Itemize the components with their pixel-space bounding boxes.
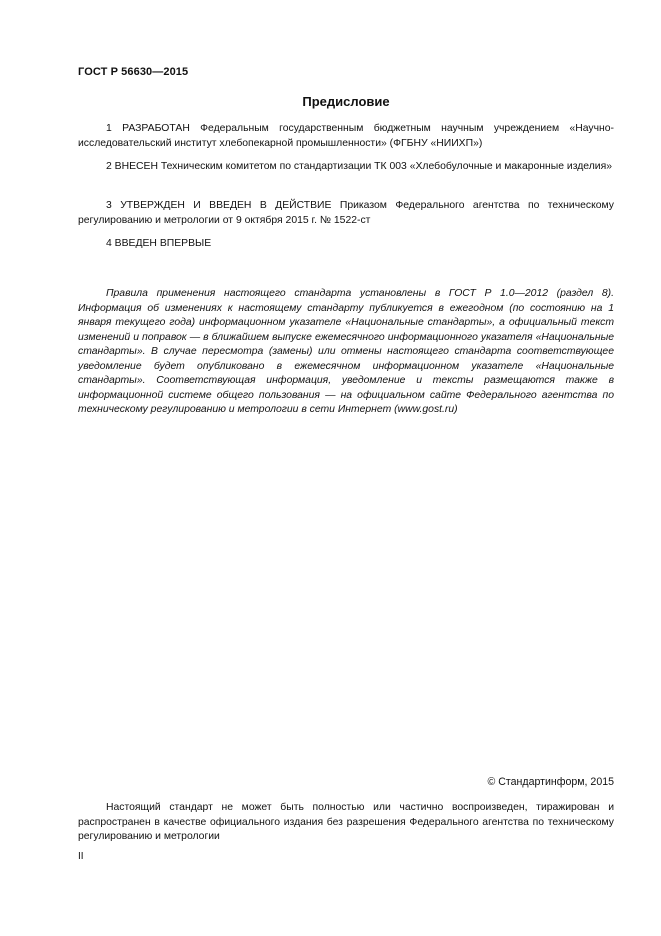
page-number: II — [78, 851, 84, 862]
foreword-item-2: 2 ВНЕСЕН Техническим комитетом по стандартизации ТК 003 «Хлебобулочные и макаронные изделия» — [106, 161, 613, 172]
section-title: Предисловие — [302, 94, 390, 109]
copyright: © Стандартинформ, 2015 — [487, 776, 614, 788]
legal-notice: Настоящий стандарт не может быть полностью или частично воспроизведен, тиражирован и распространен в качестве официального издания без разрешения Федерального агентства по техническому регулированию и метрологии — [78, 802, 614, 842]
usage-note: Правила применения настоящего стандарта установлены в ГОСТ Р 1.0—2012 (раздел 8). Информация об изменениях к настоящему стандарту публикуется в ежегодном (по состоянию на 1 января текущего года) информационном указателе «Национальные стандарты», а официальный текст изменений и поправок — в ближайшем выпуске ежемесячного информационного указателя «Национальные стандарты». В случае пересмотра (замены) или отмены настоящего стандарта соответствующее уведомление будет опубликовано в ежемесячном информационном указателе «Национальные стандарты». Соответствующая информация, уведомление и тексты размещаются также в информационной системе общего пользования — на официальном сайте Федерального агентства по техническому регулированию и метрологии в сети Интернет (www.gost.ru) — [78, 288, 614, 415]
standard-id: ГОСТ Р 56630—2015 — [78, 66, 189, 78]
foreword-item-1: 1 РАЗРАБОТАН Федеральным государственным бюджетным научным учреждением «Научно-исследовательский институт хлебопекарной промышленности» (ФГБНУ «НИИХП») — [78, 123, 614, 149]
foreword-item-4: 4 ВВЕДЕН ВПЕРВЫЕ — [106, 238, 212, 249]
foreword-item-3: 3 УТВЕРЖДЕН И ВВЕДЕН В ДЕЙСТВИЕ Приказом Федерального агентства по техническому регулированию и метрологии от 9 октября 2015 г. № 1522-ст — [78, 200, 614, 226]
